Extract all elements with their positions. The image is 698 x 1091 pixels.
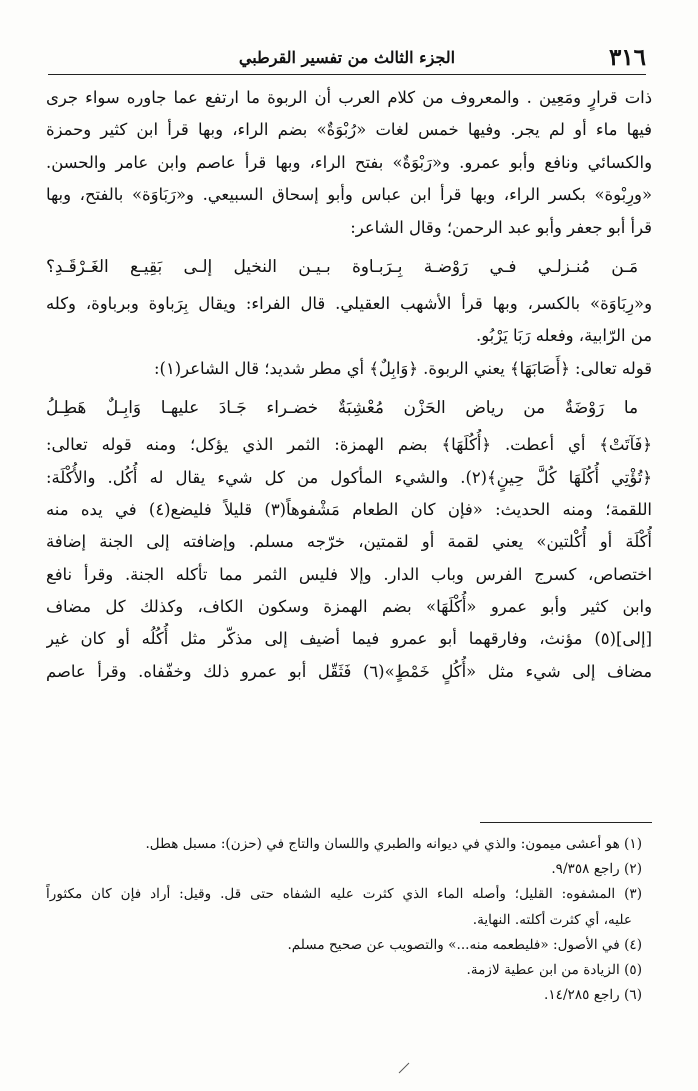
text-line: من الرّابية، وفعله رَبَا يَرْبُو. (475, 326, 652, 346)
text-line: ﴿فَآتَتْ﴾ أي أعطت. ﴿أُكُلَهَا﴾ بضم الهمزة: الثمر الذي يؤكل؛ ومنه قوله تعالى: (46, 435, 652, 455)
text-line: ذات قرارٍ ومَعِين . والمعروف من كلام العرب أن الربوة ما ارتفع عما جاوره سواء جرى (46, 88, 652, 107)
text-line: فيها ماء أو لم يجر. وفيها خمس لغات «رُبْوَةٌ» بضم الراء، وبها قرأ ابن كثير وحمزة (46, 120, 652, 140)
footnote: (٢) راجع ٩/٣٥٨. (551, 861, 642, 878)
verse-line: ما رَوْضَةٌ من رياض الحَزْن مُعْشِبَةٌ خضـراء جَـادَ عليهـا وَابِـلٌ هَطِـلُ (46, 397, 638, 418)
text-line: ﴿تُؤْتِي أُكُلَهَا كُلَّ حِينٍ﴾(٢). والشيء المأكول من كل شيء يقال له أُكُل. والأُكْلَة: (46, 467, 652, 487)
running-title: الجزء الثالث من تفسير القرطبي (238, 48, 456, 67)
text-line: والكسائي ونافع وأبو عمرو. و«رَبْوَةٌ» بفتح الراء، وبها قرأ عاصم وابن عامر والحسن. (46, 152, 652, 172)
footnote: (٤) في الأصول: «فليطعمه منه...» والتصويب عن صحيح مسلم. (287, 936, 642, 953)
text-line: قوله تعالى: ﴿أَصَابَهَا﴾ يعني الربوة. ﴿وَابِلٌ﴾ أي مطر شديد؛ قال الشاعر(١): (154, 358, 652, 378)
text-line: أُكْلَة أو أُكْلتين» يعني لقمة أو لقمتين، خرّجه مسلم. وإضافته إلى الجنة إضافة (46, 532, 652, 552)
text-line: اللقمة؛ ومنه الحديث: «فإن كان الطعام مَشْفوهاً(٣) قليلاً فليضع(٤) في يده منه (46, 499, 652, 519)
footnote-separator (480, 822, 652, 823)
footnote: (٦) راجع ١٤/٢٨٥. (544, 987, 642, 1004)
footnote: (٣) المشفوه: القليل؛ وأصله الماء الذي كثرت عليه الشفاه حتى قل. وقيل: أراد فإن كان مكثوراً (46, 886, 642, 903)
text-line: مضاف إلى شيء مثل «أُكُلٍ خَمْطٍ»(٦) فَثَقّل أبو عمرو ذلك وخفّفاه. وقرأ عاصم (46, 661, 652, 681)
footnotes (46, 832, 642, 1008)
page-number: ٣١٦ (608, 44, 646, 71)
text-line: وابن كثير وأبو عمرو «أُكْلَهَا» بضم الهمزة وسكون الكاف، وكذلك كل مضاف (46, 597, 652, 617)
scan-mark-icon (398, 1062, 410, 1074)
footnote: عليه، أي كثرت أكلته. النهاية. (472, 911, 632, 928)
page-header (48, 44, 646, 75)
text-line: و«رِبَاوَة» بالكسر، وبها قرأ الأشهب العقيلي. قال الفراء: ويقال بِرَباوة وبرباوة، وكله (46, 293, 652, 313)
verse-line: مَـن مُنـزلـي فـي رَوْضـة بِـرَبـاوة بـيـن النخيل إلـى بَقِيـع الغَـرْقَـدِ؟ (46, 255, 638, 276)
footnote: (٥) الزيادة من ابن عطية لازمة. (466, 961, 642, 978)
text-line: قرأ أبو جعفر وأبو عبد الرحمن؛ وقال الشاعر: (350, 217, 652, 237)
text-line: [إلى](٥) مؤنث، وفارقهما أبو عمرو فيما أضيف إلى مذكّر مثل أُكُلُه أو كان غير (46, 629, 652, 649)
body-text (46, 82, 652, 688)
text-line: «ورِبْوة» بكسر الراء، وبها قرأ ابن عباس وأبو إسحاق السبيعي. و«رَبَاوَة» بالفتح، وبها (46, 185, 652, 205)
footnote: (١) هو أعشى ميمون: والذي في ديوانه والطبري واللسان والتاج في (حزن): مسبل هطل. (145, 836, 642, 852)
text-line: اختصاص، كسرج الفرس وباب الدار. وإلا فليس الثمر مما تأكله الجنة. وقرأ نافع (46, 564, 652, 584)
